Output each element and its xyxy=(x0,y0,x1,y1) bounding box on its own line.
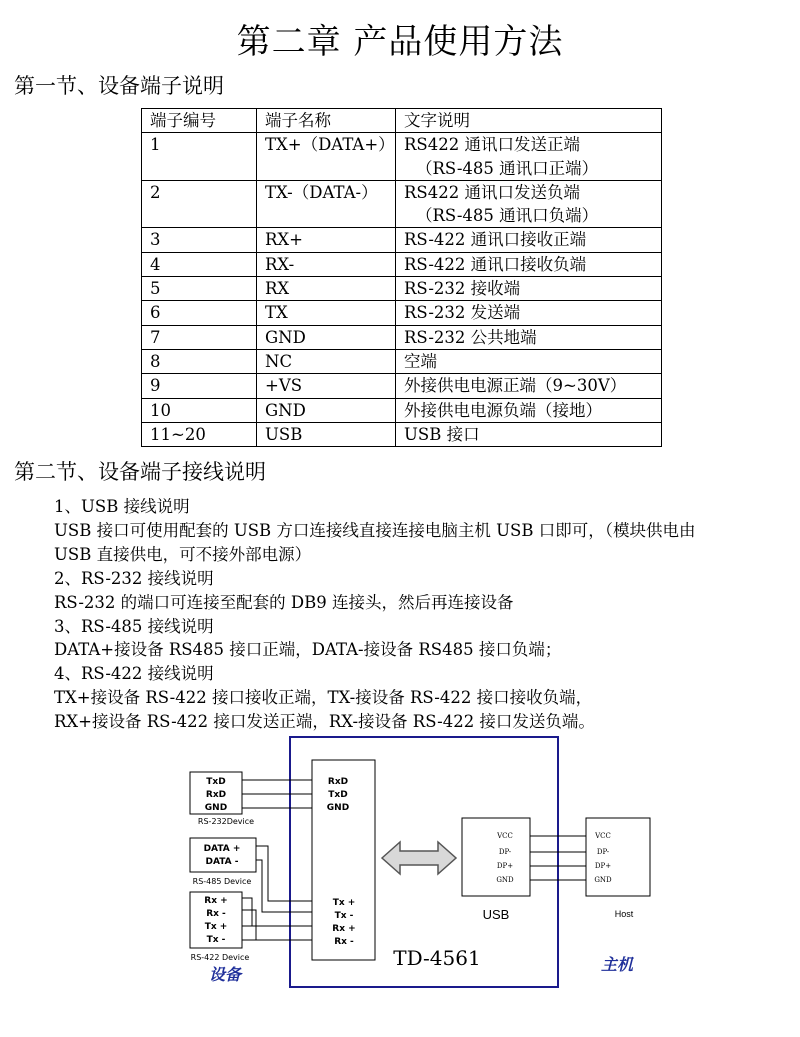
terminal-number: 9 xyxy=(142,374,257,398)
page-title: 第二章 产品使用方法 xyxy=(236,22,564,62)
wiring-item-line: TX+接设备 RS-422 接口接收正端，TX-接设备 RS-422 接口接收负端， xyxy=(54,688,593,708)
terminal-description-note: （RS-485 通讯口负端） xyxy=(416,206,599,226)
terminal-description-line: RS422 通讯口发送正端 xyxy=(404,135,580,155)
terminal-description-line: RS-232 公共地端 xyxy=(404,327,537,347)
rs485-wires xyxy=(256,846,312,912)
wiring-item-line: DATA+接设备 RS485 接口正端，DATA-接设备 RS485 接口负端； xyxy=(54,640,562,660)
module-rs232-pin-0: RxD xyxy=(327,777,349,787)
module-serial-pin-3: Rx - xyxy=(334,937,354,947)
terminal-description-line: USB 接口 xyxy=(404,424,480,444)
terminal-name: RX- xyxy=(257,252,396,276)
rs422-device-label: RS-422 Device xyxy=(190,953,250,962)
terminal-number: 1 xyxy=(142,133,257,181)
wiring-item-line: RX+接设备 RS-422 接口发送正端，RX-接设备 RS-422 接口发送负端。 xyxy=(54,712,595,732)
table-header-cell: 端子编号 xyxy=(142,109,257,133)
table-header-cell: 文字说明 xyxy=(396,109,662,133)
terminal-description-note: （RS-485 通讯口正端） xyxy=(416,158,599,178)
terminal-number: 2 xyxy=(142,180,257,228)
wiring-item-line: USB 直接供电，可不接外部电源） xyxy=(54,544,312,564)
module-serial-pin-2: Rx + xyxy=(332,924,356,934)
terminal-name: GND xyxy=(257,325,396,349)
terminal-name: TX-（DATA-） xyxy=(257,180,396,228)
usb-pin-0: VCC xyxy=(497,832,513,840)
usb-label: USB xyxy=(482,907,510,922)
usb-pin-1: DP- xyxy=(498,848,512,856)
wiring-item-title: 4、RS-422 接线说明 xyxy=(54,664,214,684)
module-serial-pin-1: Tx - xyxy=(334,911,354,921)
terminal-description-line: 外接供电电源负端（接地） xyxy=(404,400,602,420)
terminal-name: RX+ xyxy=(257,228,396,252)
double-arrow-icon xyxy=(382,842,456,874)
table-header-cell: 端子名称 xyxy=(257,109,396,133)
rs232-wires xyxy=(242,780,312,808)
device-group-label: 设备 xyxy=(208,965,242,984)
terminal-description-line: RS-232 发送端 xyxy=(404,303,521,323)
terminal-name: +VS xyxy=(257,374,396,398)
host-pin-2: DP+ xyxy=(594,862,612,870)
rs485-device-label: RS-485 Device xyxy=(192,877,252,886)
wiring-item-line: USB 接口可使用配套的 USB 方口连接线直接连接电脑主机 USB 口即可，（模块供电由 xyxy=(54,520,696,540)
rs422-pin-2: Tx + xyxy=(204,922,228,932)
terminal-description-line: 空端 xyxy=(404,351,437,371)
terminal-name: RX xyxy=(257,277,396,301)
section1-heading: 第一节、设备端子说明 xyxy=(14,74,224,98)
host-pin-0: VCC xyxy=(595,832,611,840)
host-box xyxy=(586,818,650,896)
terminal-name: TX xyxy=(257,301,396,325)
terminal-number: 10 xyxy=(142,398,257,422)
terminal-name: USB xyxy=(257,422,396,446)
rs232-pin-0: TxD xyxy=(206,777,226,787)
terminal-number: 7 xyxy=(142,325,257,349)
terminal-description-line: RS-422 通讯口接收负端 xyxy=(404,254,587,274)
rs422-pin-1: Rx - xyxy=(206,909,226,919)
terminal-name: NC xyxy=(257,349,396,373)
terminal-description-line: RS422 通讯口发送负端 xyxy=(404,182,580,202)
rs422-pin-3: Tx - xyxy=(206,935,226,945)
wiring-item-title: 2、RS-232 接线说明 xyxy=(54,568,214,588)
terminal-name: TX+（DATA+） xyxy=(257,133,396,181)
rs232-device-label: RS-232Device xyxy=(197,817,255,826)
terminal-description-line: RS-422 通讯口接收正端 xyxy=(404,230,587,250)
rs232-pin-1: RxD xyxy=(205,790,227,800)
module-name: TD-4561 xyxy=(393,946,481,970)
host-group-label: 主机 xyxy=(600,955,634,974)
terminal-number: 5 xyxy=(142,277,257,301)
wiring-item-title: 3、RS-485 接线说明 xyxy=(54,616,214,636)
rs422-pin-0: Rx + xyxy=(204,896,228,906)
terminal-number: 8 xyxy=(142,349,257,373)
terminal-number: 3 xyxy=(142,228,257,252)
host-pin-1: DP- xyxy=(596,848,610,856)
rs232-pin-2: GND xyxy=(204,803,228,813)
section2-heading: 第二节、设备端子接线说明 xyxy=(14,460,266,484)
usb-pin-3: GND xyxy=(496,876,514,884)
host-pin-3: GND xyxy=(594,876,612,884)
terminal-description-line: RS-232 接收端 xyxy=(404,279,521,299)
host-label: Host xyxy=(614,909,634,919)
terminal-number: 11~20 xyxy=(142,422,257,446)
module-serial-pin-0: Tx + xyxy=(332,898,356,908)
usb-pin-2: DP+ xyxy=(496,862,514,870)
module-rs232-pin-2: GND xyxy=(326,803,350,813)
rs485-pin-1: DATA - xyxy=(205,857,239,867)
usb-box xyxy=(462,818,530,896)
wiring-item-line: RS-232 的端口可连接至配套的 DB9 连接头，然后再连接设备 xyxy=(54,592,514,612)
terminal-number: 4 xyxy=(142,252,257,276)
rs485-pin-0: DATA + xyxy=(203,844,241,854)
rs422-wires xyxy=(242,898,312,940)
terminal-number: 6 xyxy=(142,301,257,325)
module-rs232-pin-1: TxD xyxy=(328,790,348,800)
terminal-description-line: 外接供电电源正端（9~30V） xyxy=(404,376,627,396)
terminal-name: GND xyxy=(257,398,396,422)
wiring-item-title: 1、USB 接线说明 xyxy=(54,497,190,516)
